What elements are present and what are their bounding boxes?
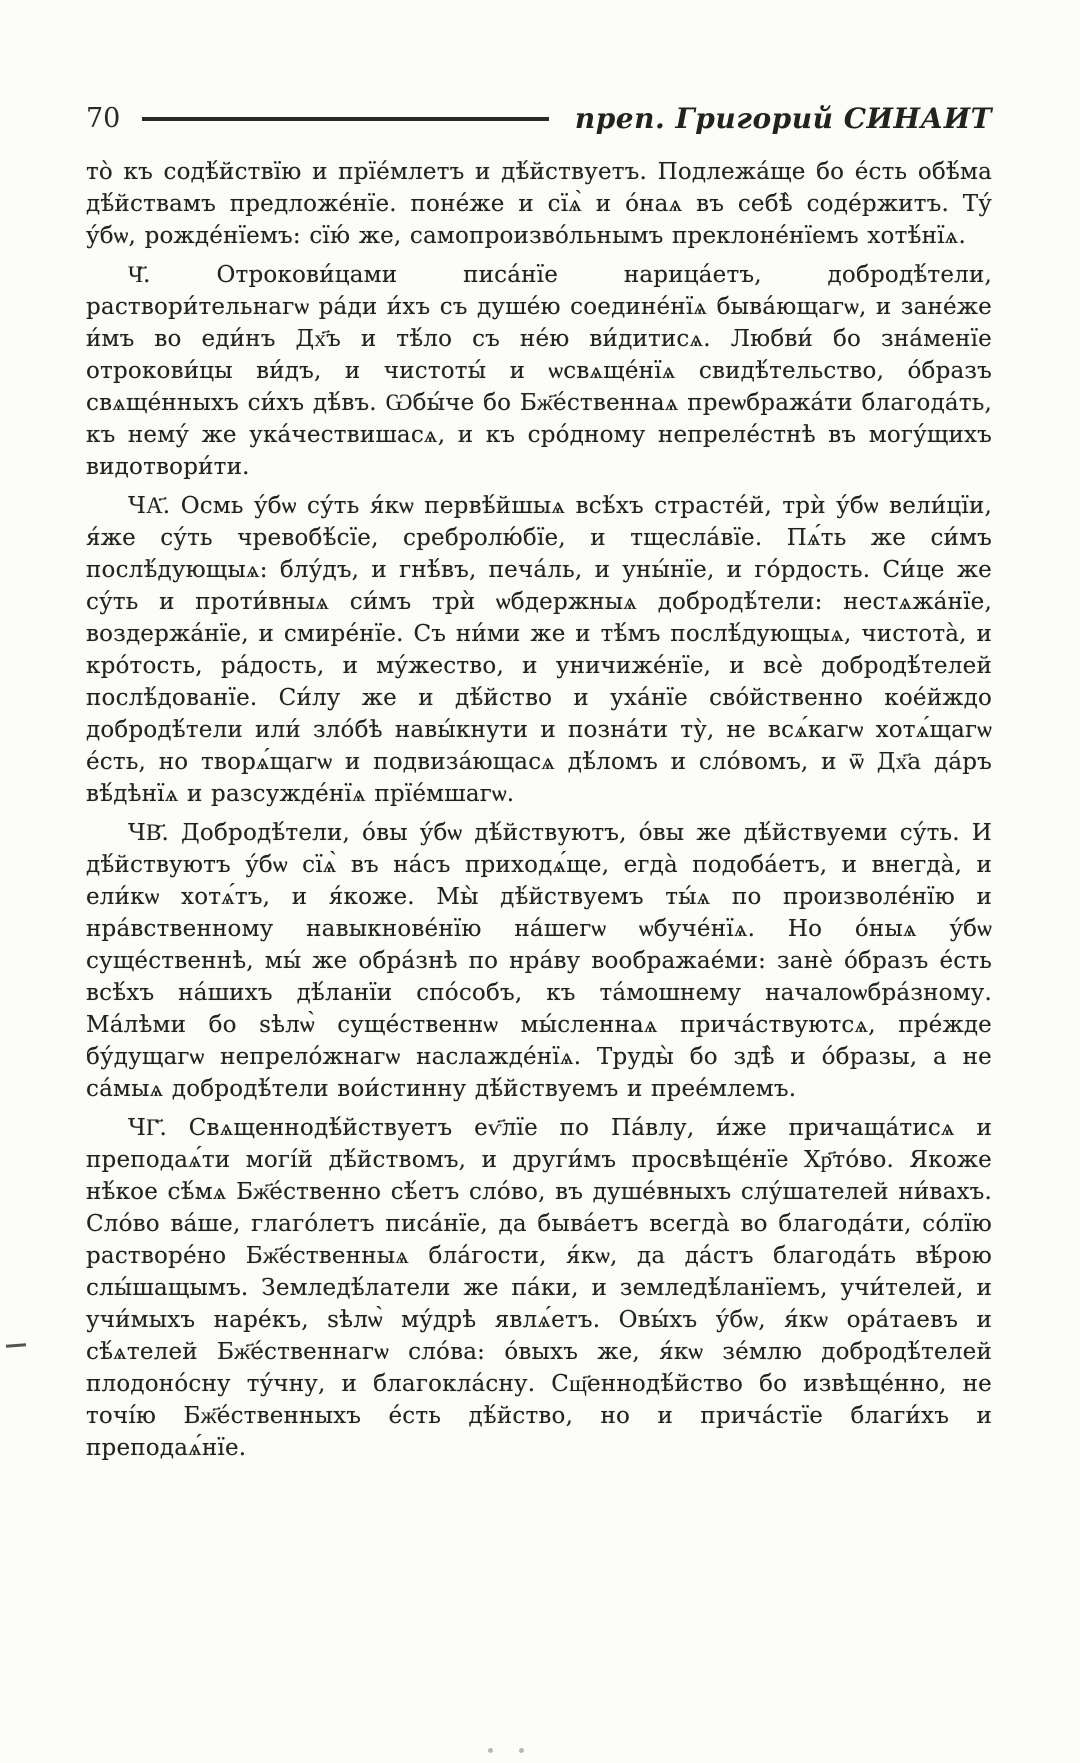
paragraph-91: ЧА҃. Осмь у́бѡ су́ть я́кѡ первѣ́йшыѧ всѣ́хъ страсте́й, трѝ у́бѡ вели́цїи, я́же су́ть чревобѣ́сїе, сребролю́бїе, и тщесла́вїе. Пѧ́ть же си́мъ послѣ́дующыѧ: блу́дъ, и гнѣ́въ, печа́ль, и уны́нїе, и го́рдость. Си́це же су́ть и проти́вныѧ си́мъ трѝ ѡбдержныѧ добродѣ́тели: нестѧжа́нїе, воздержа́нїе, и смире́нїе. Съ ни́ми же и тѣ́мъ послѣ́дующыѧ, чистота̀, и кро́тость, ра́дость, и му́жество, и уничиже́нїе, и всѐ добродѣ́телей послѣ́дованїе. Си́лу же и дѣ́йство и уха́нїе сво́йственно кое́йждо добродѣ́тели или́ зло́бѣ навы́кнути и позна́ти ту̀, не всѧ́кагѡ хотѧ́щагѡ е́сть, но творѧ́щагѡ и подвиза́ющасѧ дѣ́ломъ и сло́вомъ, и ѿ Дх҃а да́ръ вѣ́дѣнїѧ и разсужде́нїѧ прїе́мшагѡ. (86, 493, 992, 807)
paragraph-92: ЧВ҃. Добродѣ́тели, о́вы у́бѡ дѣ́йствуютъ, о́вы же дѣ́йствуеми су́ть. И дѣ́йствуютъ у́бѡ сїѧ̀ въ на́съ приходѧ́ще, егда̀ подоба́етъ, и внегда̀, и ели́кѡ хотѧ́тъ, и я́коже. Мы̀ дѣ́йствуемъ ты́ѧ по произволе́нїю и нра́вственному навыкнове́нїю на́шегѡ ѡбуче́нїѧ. Но о́ныѧ у́бѡ суще́ственнѣ, мы́ же обра́знѣ по нра́ву воображае́ми: занѐ о́бразъ е́сть всѣ́хъ на́шихъ дѣ́ланїи спо́собъ, къ та́мошнему началоѡбра́зному. Ма́лѣми бо ѕѣлѡ̀ суще́ственнѡ мы́сленнаѧ прича́ствуютсѧ, пре́жде бу́дущагѡ непрело́жнагѡ наслажде́нїѧ. Труды̀ бо здѣ̀ и о́бразы, а не са́мыѧ добродѣ́тели вои́стинну дѣ́йствуемъ и прее́млемъ. (86, 820, 992, 1102)
running-title: преп. Григорий СИНАИТ (574, 102, 992, 135)
paragraph-continuation: то̀ къ содѣ́йствїю и прїе́млетъ и дѣ́йствуетъ. Подлежа́ще бо е́сть обѣ́ма дѣ́йствамъ предложе́нїе. поне́же и сїѧ̀ и о́наѧ въ себѣ̀ соде́ржитъ. Ту́ у́бѡ, рожде́нїемъ: сїю́ же, самопроизво́льнымъ преклоне́нїемъ хотѣ́нїѧ. (86, 159, 992, 249)
body-text-block (86, 156, 992, 1471)
page-number: 70 (86, 103, 121, 134)
page-header (86, 102, 992, 135)
header-rule (142, 117, 549, 121)
paragraph-90: Ч҃. Отрокови́цами писа́нїе нарица́етъ, добродѣ́тели, раствори́тельнагѡ ра́ди и́хъ съ душе́ю соедине́нїѧ быва́ющагѡ, и зане́же и́мъ во еди́нъ Дх҃ъ и тѣ́ло съ не́ю ви́дитисѧ. Любви́ бо зна́менїе отрокови́цы ви́дъ, и чистоты́ и ѡсвѧще́нїѧ свидѣ́тельство, о́бразъ свѧще́нныхъ си́хъ дѣ́въ. Ѡбы́че бо Бж҃е́ственнаѧ преѡбража́ти благода́ть, къ нему́ же ука́чествишасѧ, и къ сро́дному непреле́стнѣ въ могу́щихъ видотвори́ти. (86, 262, 992, 480)
scan-margin-mark (6, 1343, 26, 1347)
paragraph-93: ЧГ҃. Свѧщеннодѣ́йствуетъ еѵ҃лїе по Па́влу, и́же причаща́тисѧ и преподаѧ́ти могі́й дѣ́йствомъ, и други́мъ просвѣще́нїе Хр҃то́во. Якоже нѣ́кое сѣ́мѧ Бж҃е́ственно сѣ́етъ сло́во, въ душе́вныхъ слу́шателей ни́вахъ. Сло́во ва́ше, глаго́летъ писа́нїе, да быва́етъ всегда̀ во благода́ти, со́лїю растворе́но Бж҃е́ственныѧ бла́гости, я́кѡ, да да́стъ благода́ть вѣ́рою слы́шащымъ. Земледѣ́латели же па́ки, и земледѣ́ланїемъ, учи́телей, и учи́мыхъ наре́къ, ѕѣлѡ̀ му́дрѣ явлѧ́етъ. Овы́хъ у́бѡ, я́кѡ ора́таевъ и сѣ́ѧтелей Бж҃е́ственнагѡ сло́ва: о́выхъ же, я́кѡ зе́млю добродѣ́телей плодоно́сну ту́чну, и благокла́сну. Сщ҃еннодѣ́йство бо извѣще́нно, не точі́ю Бж҃е́ственныхъ е́сть дѣ́йство, но и прича́стїе благи́хъ и преподаѧ́нїе. (86, 1115, 992, 1461)
scan-bottom-artifacts (488, 1748, 568, 1754)
